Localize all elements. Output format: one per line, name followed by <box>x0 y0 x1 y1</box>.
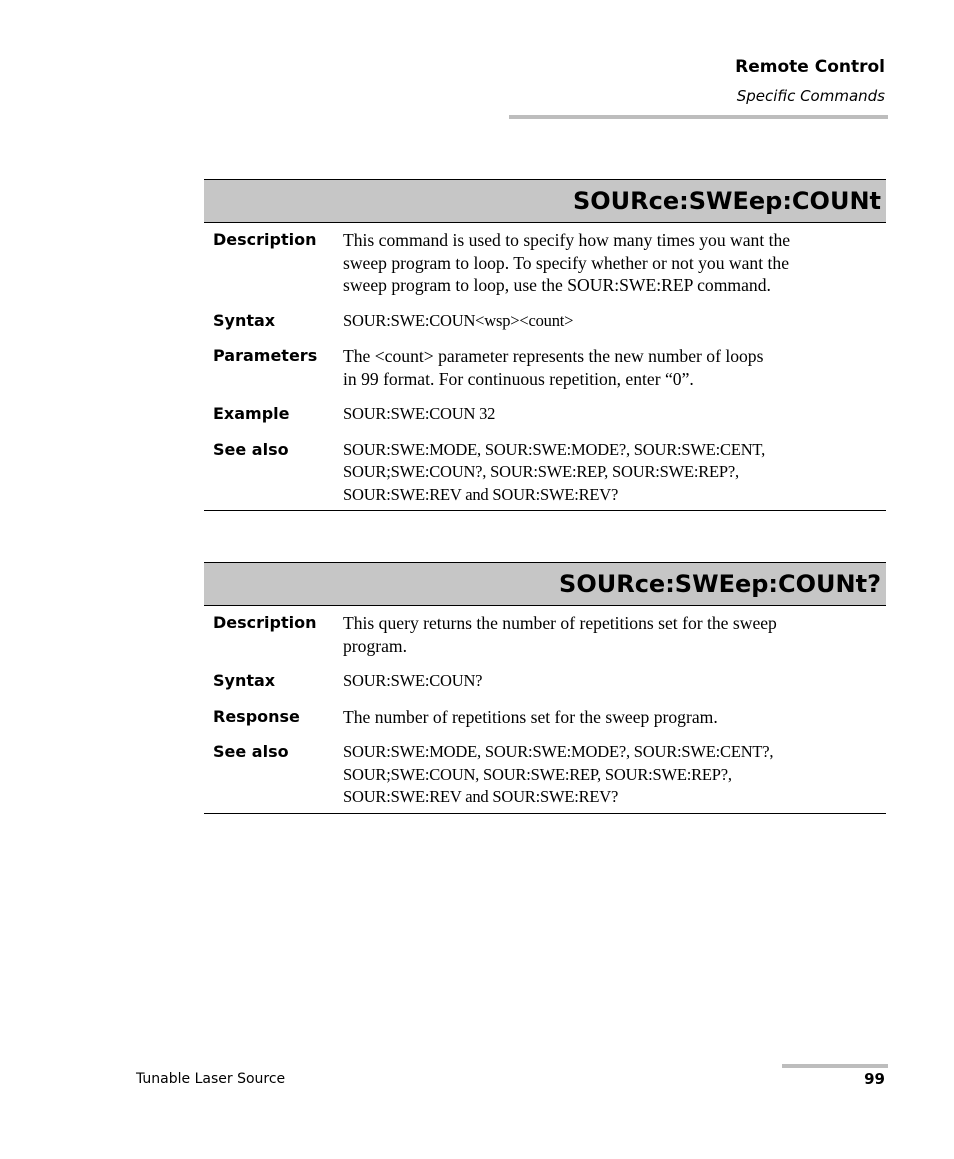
command-details <box>204 606 886 814</box>
detail-row-see-also <box>204 741 886 809</box>
detail-label: Description <box>213 613 317 632</box>
command-section-count-query <box>204 562 886 814</box>
command-title: SOURce:SWEep:COUNt? <box>204 562 886 606</box>
command-section-count <box>204 179 886 511</box>
section-subtitle: Specific Commands <box>736 87 885 105</box>
header-divider <box>509 115 888 119</box>
detail-row-syntax <box>204 670 886 693</box>
detail-label: Syntax <box>213 671 276 690</box>
detail-value: SOUR:SWE:COUN 32 <box>343 404 496 423</box>
detail-label: Syntax <box>213 310 276 330</box>
detail-value: This query returns the number of repetitions set for the sweep program. <box>343 613 777 656</box>
detail-label: See also <box>213 742 289 761</box>
command-details <box>204 223 886 511</box>
detail-row-parameters <box>204 345 886 390</box>
chapter-title: Remote Control <box>735 57 885 77</box>
footer-divider <box>782 1064 888 1068</box>
command-title: SOURce:SWEep:COUNt <box>204 179 886 223</box>
detail-row-example <box>204 403 886 426</box>
detail-label: Example <box>213 404 290 423</box>
detail-value: SOUR:SWE:MODE, SOUR:SWE:MODE?, SOUR:SWE:CENT, SOUR;SWE:COUN?, SOUR:SWE:REP, SOUR:SWE:REP?, SOUR:SWE:REV and SOUR:SWE:REV? <box>343 439 765 504</box>
detail-label: Parameters <box>213 346 318 365</box>
detail-label: Description <box>213 230 317 249</box>
detail-value: This command is used to specify how many times you want the sweep program to loop. To specify whether or not you want the sweep program to loop, use the SOUR:SWE:REP command. <box>343 230 791 295</box>
detail-label: See also <box>213 439 289 459</box>
detail-row-see-also <box>204 439 886 507</box>
detail-value: SOUR:SWE:COUN? <box>343 671 483 690</box>
detail-row-syntax <box>204 310 886 333</box>
page-number: 99 <box>864 1070 885 1088</box>
detail-value: SOUR:SWE:MODE, SOUR:SWE:MODE?, SOUR:SWE:CENT?, SOUR;SWE:COUN, SOUR:SWE:REP, SOUR:SWE:REP?, SOUR:SWE:REV and SOUR:SWE:REV? <box>343 742 774 806</box>
product-name: Tunable Laser Source <box>136 1071 286 1087</box>
detail-value: The <count> parameter represents the new number of loops in 99 format. For continuous repetition, enter “0”. <box>343 346 764 389</box>
detail-row-description <box>204 229 886 297</box>
detail-value: The number of repetitions set for the sweep program. <box>343 706 718 727</box>
detail-row-description <box>204 612 886 657</box>
detail-value: SOUR:SWE:COUN<wsp><count> <box>343 310 574 330</box>
detail-row-response <box>204 706 886 729</box>
detail-label: Response <box>213 706 300 726</box>
